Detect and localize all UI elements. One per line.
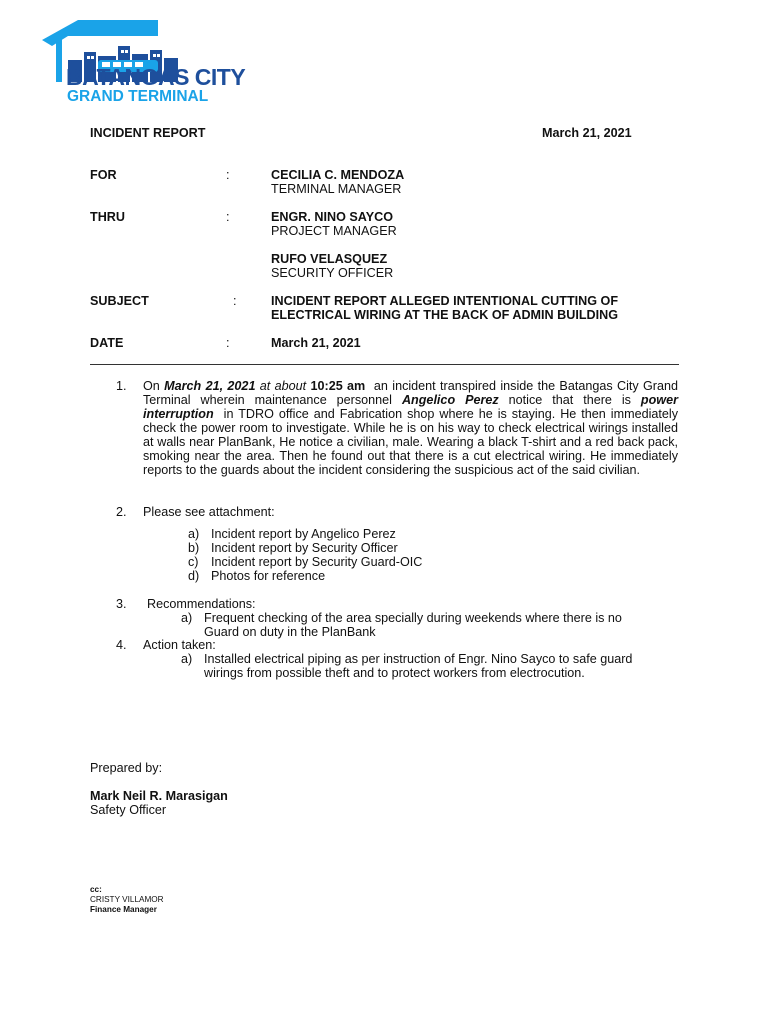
action-a-line-1: Installed electrical piping as per instruction of Engr. Nino Sayco to safe guard <box>204 652 633 666</box>
report-date: March 21, 2021 <box>542 126 632 140</box>
p1-on: On <box>143 379 160 393</box>
thru-title-1: PROJECT MANAGER <box>271 224 397 238</box>
cc-label: cc: <box>90 885 102 894</box>
item-number-3: 3. <box>116 597 127 611</box>
attachment-c: Incident report by Security Guard-OIC <box>211 555 423 569</box>
item-number-4: 4. <box>116 638 127 652</box>
attachment-c-marker: c) <box>188 555 199 569</box>
incident-paragraph <box>143 379 678 477</box>
subject-colon: : <box>233 294 237 308</box>
attachment-b: Incident report by Security Officer <box>211 541 398 555</box>
cc-name: CRISTY VILLAMOR <box>90 895 164 904</box>
action-a-line-2: wirings from possible theft and to protect workers from electrocution. <box>204 666 585 680</box>
attachment-a: Incident report by Angelico Perez <box>211 527 396 541</box>
for-name: CECILIA C. MENDOZA <box>271 168 405 182</box>
date-colon: : <box>226 336 230 350</box>
attachment-intro: Please see attachment: <box>143 505 275 519</box>
for-label: FOR <box>90 168 117 182</box>
thru-title-2: SECURITY OFFICER <box>271 266 394 280</box>
item-number-1: 1. <box>116 379 127 393</box>
preparer-title: Safety Officer <box>90 803 167 817</box>
attachment-d-marker: d) <box>188 569 200 583</box>
p1-power: power interruption <box>143 393 679 421</box>
recommendation-a-marker: a) <box>181 611 193 625</box>
subject-label: SUBJECT <box>90 294 149 308</box>
p1-text-c: in TDRO office and Fabrication shop where he is staying. He then immediately check the power room to investigate. While he is on his way to check electrical wirings installed at walls near PlanBank, He notice a civilian, male. Wearing a black T-shirt and a red back pack, smoking near the area. Then he found out that there is a cut electrical wiring. He immediately reports to the guards about the incident considering the suspicious act of the said civilian. <box>143 407 678 477</box>
for-colon: : <box>226 168 230 182</box>
recommendations-heading: Recommendations: <box>147 597 256 611</box>
p1-text-b: notice that there is <box>508 393 631 407</box>
cc-title: Finance Manager <box>90 905 157 914</box>
action-a-marker: a) <box>181 652 193 666</box>
item-number-2: 2. <box>116 505 127 519</box>
action-heading: Action taken: <box>143 638 216 652</box>
subject-line-1: INCIDENT REPORT ALLEGED INTENTIONAL CUTTING OF <box>271 294 619 308</box>
thru-name-2: RUFO VELASQUEZ <box>271 252 388 266</box>
date-label: DATE <box>90 336 124 350</box>
p1-time: 10:25 am <box>310 379 366 393</box>
p1-at: at about <box>259 379 307 393</box>
header-divider <box>90 364 679 365</box>
p1-person: Angelico Perez <box>401 393 499 407</box>
date-value: March 21, 2021 <box>271 336 361 350</box>
thru-name-1: ENGR. NINO SAYCO <box>271 210 393 224</box>
attachment-a-marker: a) <box>188 527 200 541</box>
preparer-name: Mark Neil R. Marasigan <box>90 789 228 803</box>
p1-text-a: an incident transpired inside the Batangas City Grand Terminal wherein maintenance personnel <box>143 379 679 407</box>
recommendation-a-line-2: Guard on duty in the PlanBank <box>204 625 376 639</box>
prepared-by-label: Prepared by: <box>90 761 163 775</box>
logo-line1: BATANGAS CITY <box>66 64 246 90</box>
thru-colon: : <box>226 210 230 224</box>
report-title: INCIDENT REPORT <box>90 126 206 140</box>
recommendation-a-line-1: Frequent checking of the area specially during weekends where there is no <box>204 611 622 625</box>
subject-line-2: ELECTRICAL WIRING AT THE BACK OF ADMIN BUILDING <box>271 308 619 322</box>
attachment-b-marker: b) <box>188 541 200 555</box>
p1-date: March 21, 2021 <box>164 379 256 393</box>
attachment-d: Photos for reference <box>211 569 326 583</box>
thru-label: THRU <box>90 210 125 224</box>
logo-line2: GRAND TERMINAL <box>67 88 209 105</box>
for-title: TERMINAL MANAGER <box>271 182 402 196</box>
